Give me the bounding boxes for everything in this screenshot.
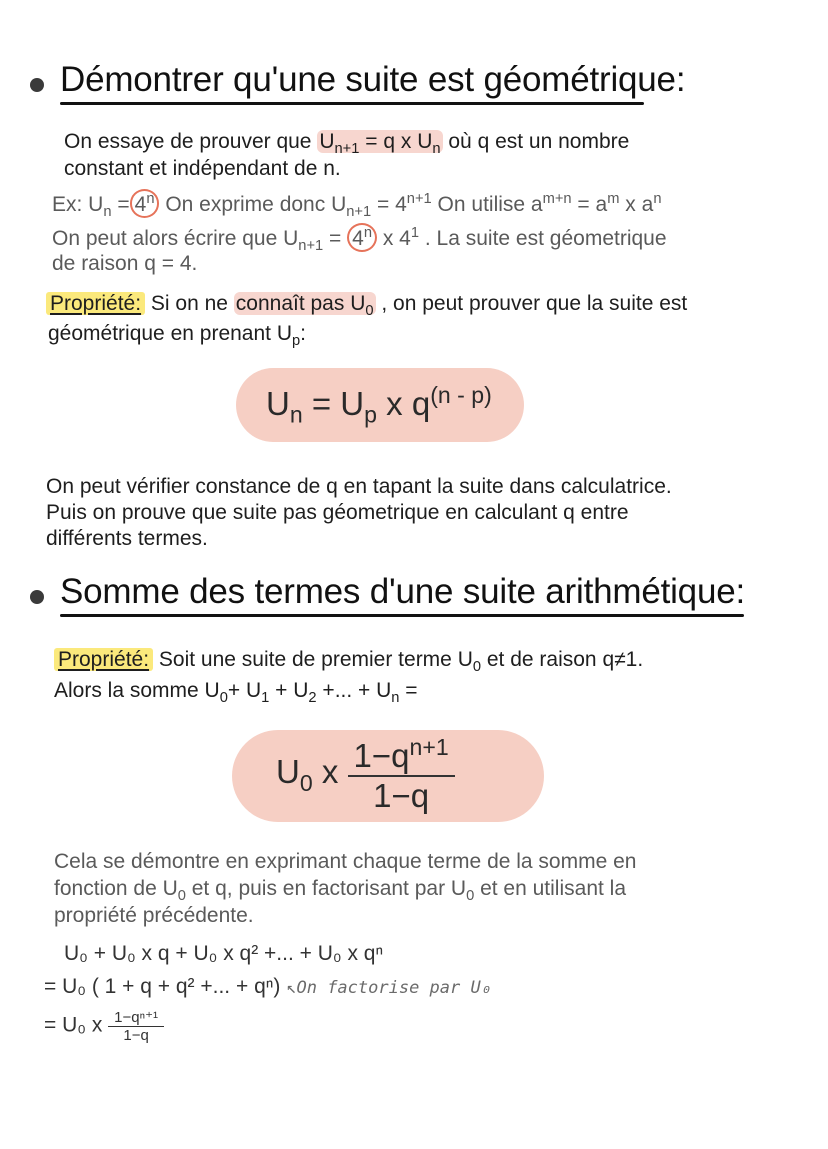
circled-term: 4$^n$ <box>130 189 160 218</box>
property2-line1: Propriété: Soit une suite de premier terme $U_0$ et de raison q≠1. <box>54 648 643 675</box>
note-line1: On peut vérifier constance de q en tapant la suite dans calculatrice. <box>46 475 672 498</box>
example-line1: Ex: $U_n = 4^n$ On exprime donc $U_{n+1} = 4^{n+1}$ On utilise $a^{m+n} = a^m$ x $a^n$ <box>52 191 662 221</box>
property-label: Propriété: <box>46 292 145 315</box>
proof-line3: = U₀ x $\frac{\text{1−qⁿ⁺¹}}{1-q}$ <box>44 1008 164 1044</box>
section1-intro-line1: On essaye de prouver que $U_{n+1} = q$ x $U_n$ où q est un nombre <box>64 130 630 158</box>
handwritten-note: ↖On factorise par U₀ <box>286 978 491 998</box>
example-line2: On peut alors écrire que $U_{n+1} = 4^n$ x $4^1$ . La suite est géometrique <box>52 225 667 255</box>
circled-term: 4$^n$ <box>347 223 377 252</box>
property2-line2: Alors la somme $U_0+ U_1 + U_2$ +... + $U_n$ = <box>54 679 418 707</box>
section2-underline <box>60 614 744 617</box>
property1-line2: géométrique en prenant $U_p$: <box>48 322 307 350</box>
formula-sum: $U_0$ x $\frac{1-q^{n+1}}{1-q}$ <box>276 734 455 815</box>
demo-line3: propriété précédente. <box>54 904 254 927</box>
formula-geometric: $U_n = U_p$ x $q^{(n - p)}$ <box>266 382 492 428</box>
bullet-icon <box>30 78 44 92</box>
proof-fraction: $\frac{\text{1−qⁿ⁺¹}}{1-q}$ <box>108 1008 164 1044</box>
note-line3: différents termes. <box>46 527 208 550</box>
section1-underline <box>60 102 644 105</box>
section2-title: Somme des termes d'une suite arithmétique: <box>60 572 746 611</box>
proof-line1: U₀ + U₀ x q + U₀ x q² +... + U₀ x qⁿ <box>64 942 384 965</box>
example-line3: de raison q = 4. <box>52 252 198 275</box>
section1-intro-line2: constant et indépendant de n. <box>64 157 341 180</box>
property1-line1: Propriété: Si on ne connaît pas $U_0$ , on peut prouver que la suite est <box>46 292 687 319</box>
proof-line2: = U₀ ( 1 + q + q² +... + qⁿ) ↖On factorise par U₀ <box>44 975 491 998</box>
sum-fraction: $\frac{1-q^{n+1}}{1-q}$ <box>348 734 455 815</box>
property-label: Propriété: <box>54 648 153 671</box>
demo-line2: fonction de $U_0$ et q, puis en factorisant par $U_0$ et en utilisant la <box>54 877 627 905</box>
section1-title: Démontrer qu'une suite est géométrique: <box>60 60 686 99</box>
note-line2: Puis on prouve que suite pas géometrique en calculant q entre <box>46 501 629 524</box>
bullet-icon <box>30 590 44 604</box>
demo-line1: Cela se démontre en exprimant chaque terme de la somme en <box>54 850 637 873</box>
